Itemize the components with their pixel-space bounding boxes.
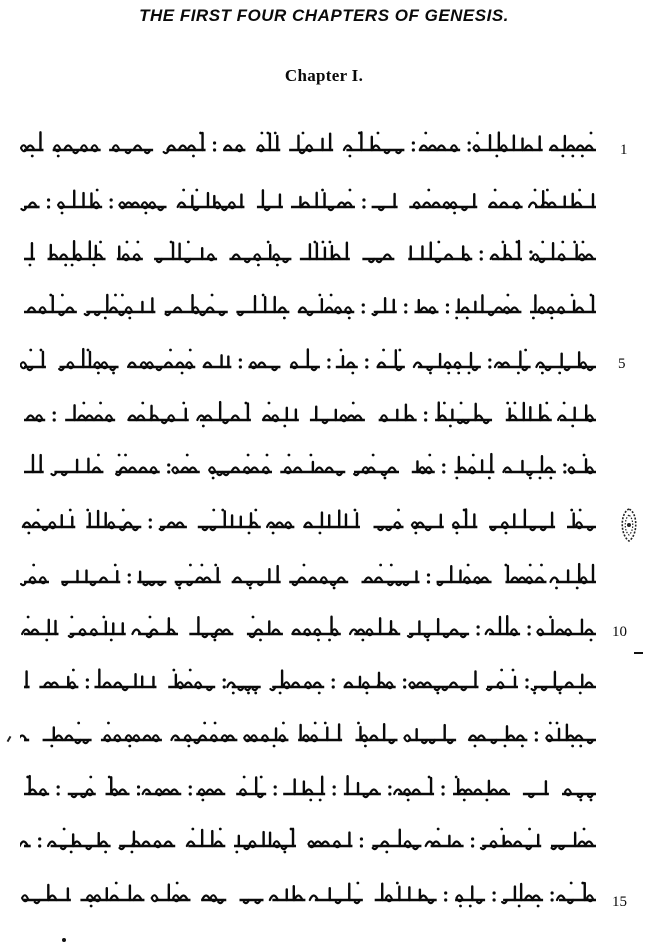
running-header: THE FIRST FOUR CHAPTERS OF GENESIS. bbox=[139, 6, 509, 25]
syriac-text-line bbox=[20, 560, 600, 594]
syriac-text-line bbox=[20, 185, 600, 219]
line-number: 1 bbox=[620, 142, 628, 158]
syriac-text-line bbox=[20, 450, 600, 484]
syriac-text-line bbox=[20, 772, 600, 806]
marginal-ornament bbox=[616, 505, 642, 545]
margin-mark bbox=[634, 652, 643, 654]
syriac-text-line bbox=[20, 398, 600, 432]
syriac-text-line bbox=[20, 718, 600, 752]
syriac-text-line bbox=[20, 505, 600, 539]
line-number: 15 bbox=[612, 894, 627, 910]
margin-mark bbox=[7, 736, 12, 742]
syriac-text-line bbox=[20, 878, 600, 912]
syriac-text-line bbox=[20, 665, 600, 699]
syriac-text-line bbox=[20, 824, 600, 858]
line-number: 5 bbox=[618, 356, 626, 372]
syriac-text-line bbox=[20, 612, 600, 646]
line-number: 10 bbox=[612, 624, 627, 640]
ink-dot bbox=[62, 938, 66, 942]
chapter-heading: Chapter I. bbox=[284, 66, 364, 85]
syriac-text-line bbox=[20, 345, 600, 379]
syriac-text-line bbox=[20, 290, 600, 324]
syriac-text-line bbox=[20, 237, 600, 271]
syriac-text-line bbox=[20, 128, 600, 162]
